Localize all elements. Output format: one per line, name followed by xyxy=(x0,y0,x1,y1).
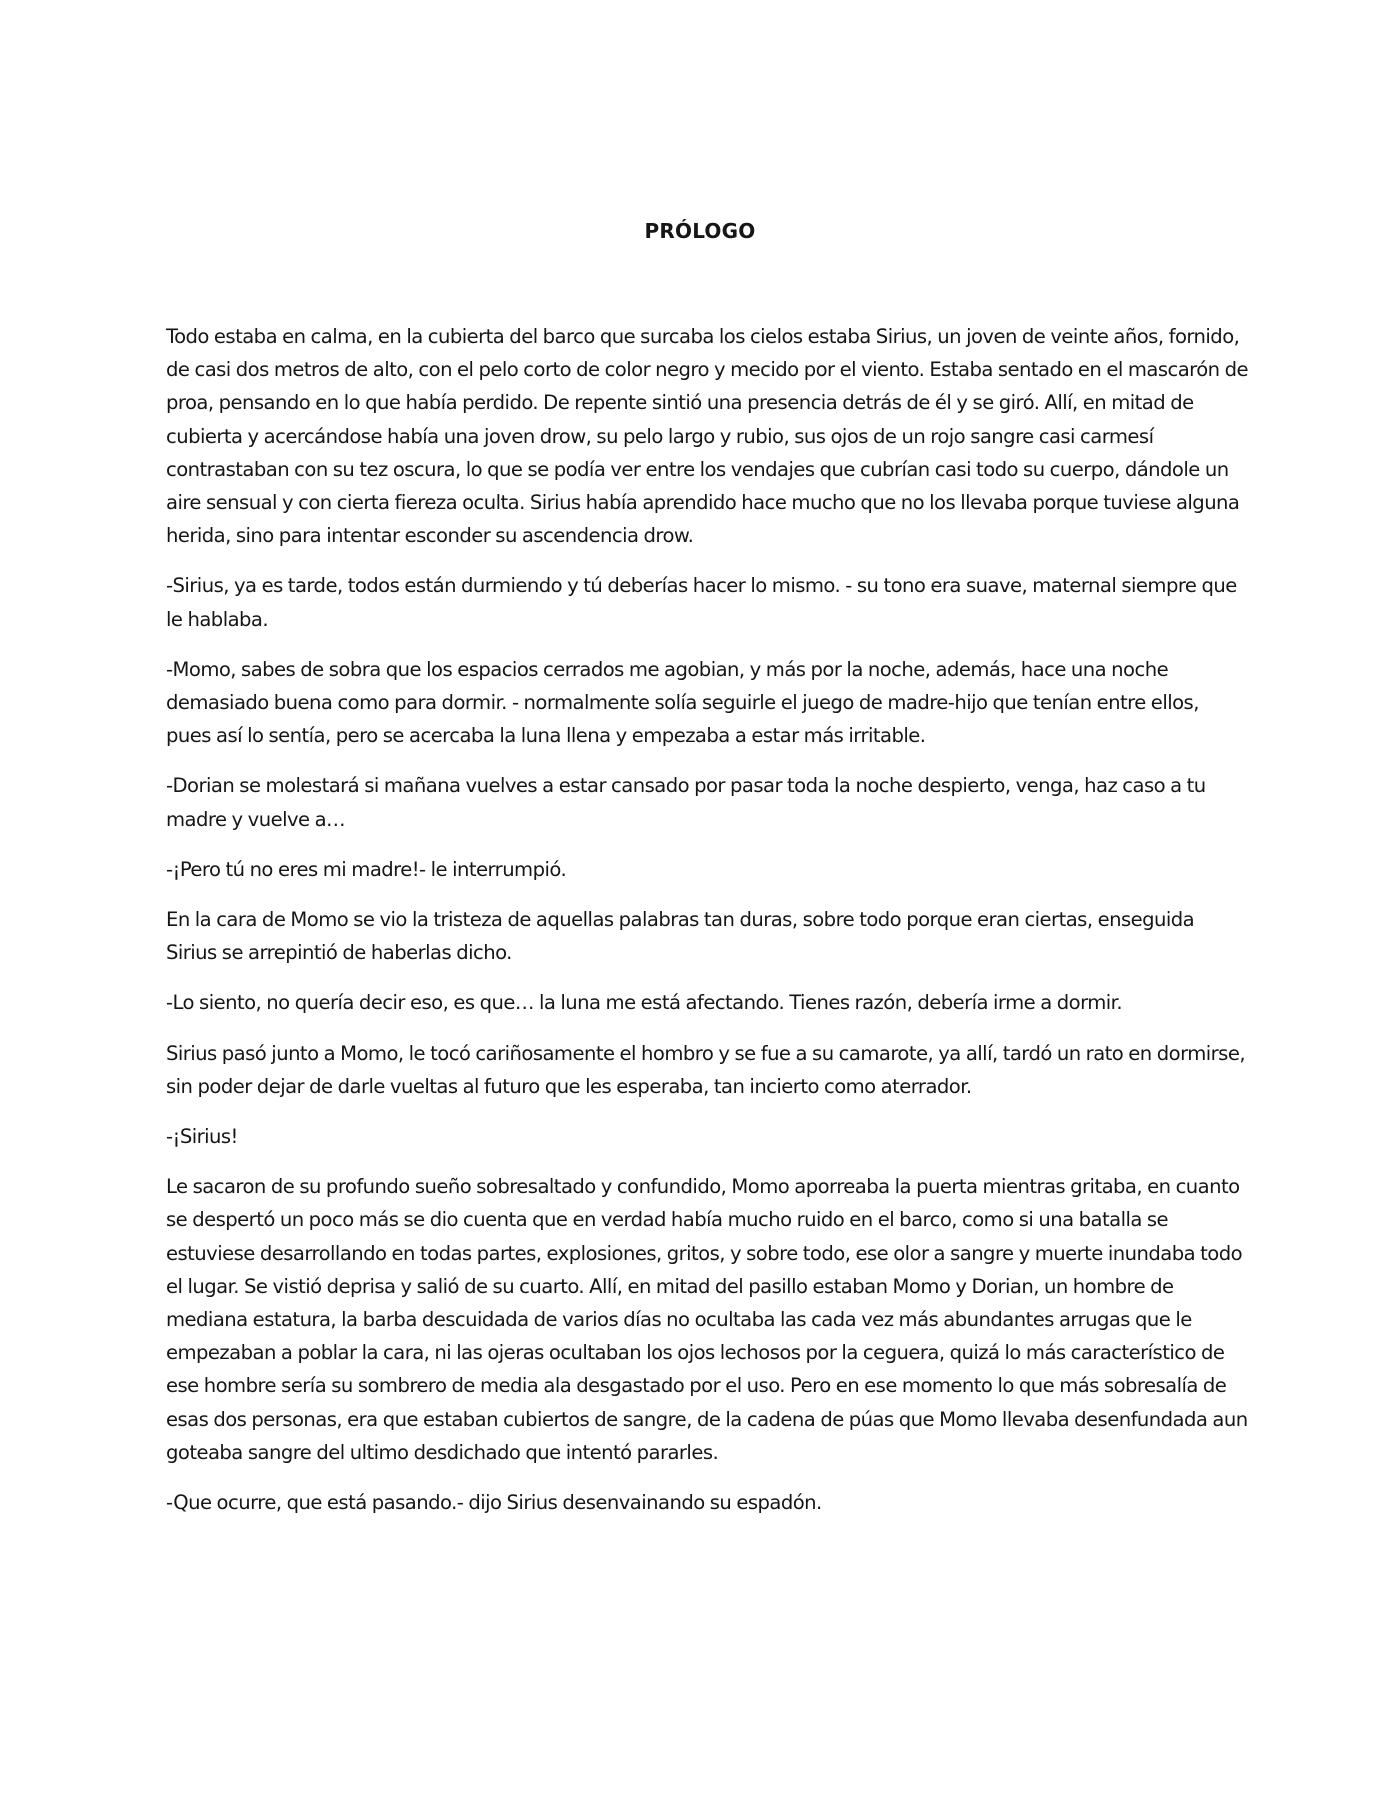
paragraph: -Momo, sabes de sobra que los espacios cerrados me agobian, y más por la noche, además, hace una noche demasiado buena como para dormir. - normalmente solía seguirle el juego de madre-hijo que tenían entre ellos, pues así lo sentía, pero se acercaba la luna llena y empezaba a estar más irritable. xyxy=(166,657,1199,748)
paragraph: -¡Sirius! xyxy=(166,1125,238,1149)
paragraph: -Dorian se molestará si mañana vuelves a estar cansado por pasar toda la noche despierto, venga, haz caso a tu madre y vuelve a… xyxy=(166,774,1206,831)
paragraph: -Lo siento, no quería decir eso, es que… la luna me está afectando. Tienes razón, debería irme a dormir. xyxy=(166,991,1123,1015)
paragraph: -Que ocurre, que está pasando.- dijo Sirius desenvainando su espadón. xyxy=(166,1491,822,1515)
paragraph: -¡Pero tú no eres mi madre!- le interrumpió. xyxy=(166,857,567,881)
paragraph: -Sirius, ya es tarde, todos están durmiendo y tú deberías hacer lo mismo. - su tono era suave, maternal siempre que le hablaba. xyxy=(166,574,1237,631)
body-text xyxy=(166,320,1248,1536)
paragraph: Todo estaba en calma, en la cubierta del barco que surcaba los cielos estaba Sirius, un joven de veinte años, fornido, de casi dos metros de alto, con el pelo corto de color negro y mecido por el viento. Estaba sentado en el mascarón de proa, pensando en lo que había perdido. De repente sintió una presencia detrás de él y se giró. Allí, en mitad de cubierta y acercándose había una joven drow, su pelo largo y rubio, sus ojos de un rojo sangre casi carmesí contrastaban con su tez oscura, lo que se podía ver entre los vendajes que cubrían casi todo su cuerpo, dándole un aire sensual y con cierta fiereza oculta. Sirius había aprendido hace mucho que no los llevaba porque tuviese alguna herida, sino para intentar esconder su ascendencia drow. xyxy=(166,325,1249,548)
paragraph: Sirius pasó junto a Momo, le tocó cariñosamente el hombro y se fue a su camarote, ya allí, tardó un rato en dormirse, sin poder dejar de darle vueltas al futuro que les esperaba, tan incierto como aterrador. xyxy=(166,1041,1246,1098)
paragraph: Le sacaron de su profundo sueño sobresaltado y confundido, Momo aporreaba la puerta mientras gritaba, en cuanto se despertó un poco más se dio cuenta que en verdad había mucho ruido en el barco, como si una batalla se estuviese desarrollando en todas partes, explosiones, gritos, y sobre todo, ese olor a sangre y muerte inundaba todo el lugar. Se vistió deprisa y salió de su cuarto. Allí, en mitad del pasillo estaban Momo y Dorian, un hombre de mediana estatura, la barba descuidada de varios días no ocultaba las cada vez más abundantes arrugas que le empezaban a poblar la cara, ni las ojeras ocultaban los ojos lechosos por la ceguera, quizá lo más característico de ese hombre sería su sombrero de media ala desgastado por el uso. Pero en ese momento lo que más sobresalía de esas dos personas, era que estaban cubiertos de sangre, de la cadena de púas que Momo llevaba desenfundada aun goteaba sangre del ultimo desdichado que intentó pararles. xyxy=(166,1175,1248,1464)
chapter-title: PRÓLOGO xyxy=(644,219,756,243)
paragraph: En la cara de Momo se vio la tristeza de aquellas palabras tan duras, sobre todo porque eran ciertas, enseguida Sirius se arrepintió de haberlas dicho. xyxy=(166,908,1195,965)
